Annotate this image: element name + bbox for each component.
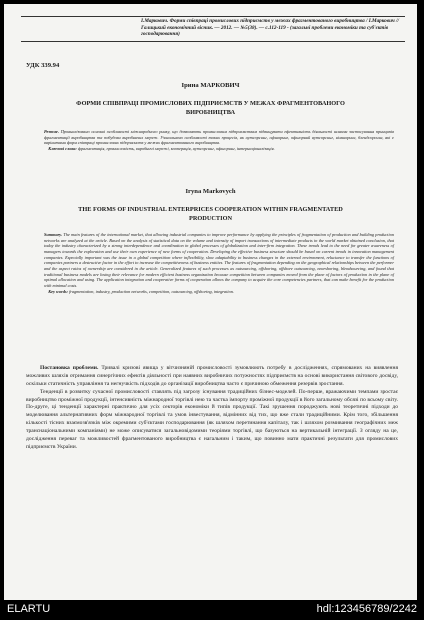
keywords-label-en: Key words: (48, 288, 68, 294)
repository-name: ELARTU (7, 603, 51, 615)
title-ua: ФОРМИ СПІВПРАЦІ ПРОМИСЛОВИХ ПІДПРИЄМСТВ У МЕЖАХ ФРАГМЕНТОВАНОГО ВИРОБНИЦТВА (76, 100, 345, 116)
paragraph-1-text: Тривалі кризові явища у вітчизняній промисловості зумовлюють потребу в дослідженнях, спрямованих на виявлення можливих шляхів отримання синергічних ефектів діяльності при наявних виробничих потужностях підприємств на основі використання світового досвіду, оскільки статичність управління та негнучкість підходів до організації виробництва часто є причиною обмеження резервів зростання. (26, 365, 399, 387)
paper-page (4, 4, 417, 600)
summary-label-ua: Резюме. (44, 129, 59, 134)
summary-text-ua: Проаналізовано основні особливості міжнародного ринку, що дозволяють промисловим підприємствам підвищувати ефективність діяльності шляхом застосування принципів фрагментації виробництва та побудови виробничих мереж. Узагальнено особливості таких процесів, як аутсорсинг, офшоринг, офшорний аутсорсинг, німшоринг, блендсорсинг, які є варіантами форм співпраці промислових підприємств у межах фрагментованого виробництва. (44, 129, 394, 146)
main-body (26, 365, 398, 452)
citation-header (21, 18, 405, 42)
udk-code: УДК 339.94 (26, 62, 60, 69)
header-rule (21, 16, 405, 17)
citation-text: І.Маркович. Форми співпраці промислових підприємств у межах фрагментованого виробництва / І.Маркович // Галицький економічний вісник. — 2012. — №5(38). — с.112-119 - (загальні проблеми економіки та суб'єктів господарювання) (141, 18, 399, 37)
keywords-text-ua: фрагментація, промисловість, виробничі мережі, кооперація, аутсорсинг, офшоринг, інтернаціоналізація. (77, 146, 275, 152)
keywords-text-en: fragmentation, industry, production networks, competition, outsourcing, offshoring, integration. (69, 288, 234, 294)
abstract-en (44, 232, 394, 294)
paragraph-2: Тенденції в розвитку сучасної промисловості ставлять під загрозу існування традиційних бізнес-моделей. По-перше, вражаючими темпами зростає виробництво проміжної продукції, інтенсивність міжнародної торгівлі нею та частка імпорту проміжної продукції в його загальному обсязі по всьому світу. По-друге, ці тенденції характерні практично для усіх секторів економіки й типів продукції. Такі зрушення породжують нові теоретичні підходи до моделювання альтернативних форм міжнародної торгівлі та умов інвестування, відмінних від тих, що вже стали традиційними. Крім того, збільшення кількості тісних взаємозв'язків між окремими суб'єктами господарювання (як шляхом перетинання капіталу, так і шляхом розмивання географічних меж транснаціональними компаніями) не може описуватися загальновідомими теоріями торгівлі, що базуються на вертикальній інтеграції. З огляду на це, дослідження переваг та можливостей фрагментованого виробництва є нагальним і таким, що повинно мати практичні результати для промислових підприємств України. (26, 388, 398, 450)
viewer-footer-bar (0, 600, 424, 620)
keywords-label-ua: Ключові слова: (48, 146, 77, 152)
abstract-ua (44, 129, 394, 152)
paragraph-1 (26, 365, 398, 389)
author-ua: Ірина МАРКОВИЧ (181, 82, 240, 89)
author-en: Iryna Markovych (185, 188, 236, 195)
abstract-ua-body (44, 129, 394, 151)
summary-label-en: Summary. (44, 232, 63, 237)
summary-text-en: The main features of the international market, that allowing industrial companies to improve performance by applying the principles of fragmentation of production and building production networks are analyzed at the article. Based on the analysis of statistical data on the volume and intensity of import transactions of intermediate products in the world market obtained conclusion, that today the industry characterized by a strong interdependence and coordination in global processes of globalization and inter-firm integration. These trends lead to the need for greater awareness of managers towards the exploration and use their own experience of new forms of cooperation. Developing the effective business structure should be based on current trends in innovation management companies. Especially important was the issue in a global competition where inflexibility, slow adaptability to business changes in the external environment, reluctance to transfer the functions of companies partners a destructive factor in the effort to increase the competitiveness of business entities. The features of fragmentation depending on the geographical relationships between the performer and the aspect ratios of ownership are considered in the article. Generalized features of such processes as outsourcing, offshoring, offshore outsourcing, nearshoring, blendsourcing, and found that traditional business models are losing their relevance for modern efficient business organization because competition between companies moved from the plane of factors of production in the plane of optimal allocation and using. The application integration and cooperative forms of cooperation allows the company to acquire the core competencies partners, that can make benefit for the production with minimal costs. (44, 232, 394, 289)
problem-statement-label: Постановка проблеми. (40, 365, 99, 371)
handle-id: hdl:123456789/2242 (316, 603, 417, 615)
title-en: THE FORMS OF INDUSTRIAL ENTERPRICES COOPERATION WITHIN FRAGMENTATED PRODUCTION (78, 206, 343, 222)
